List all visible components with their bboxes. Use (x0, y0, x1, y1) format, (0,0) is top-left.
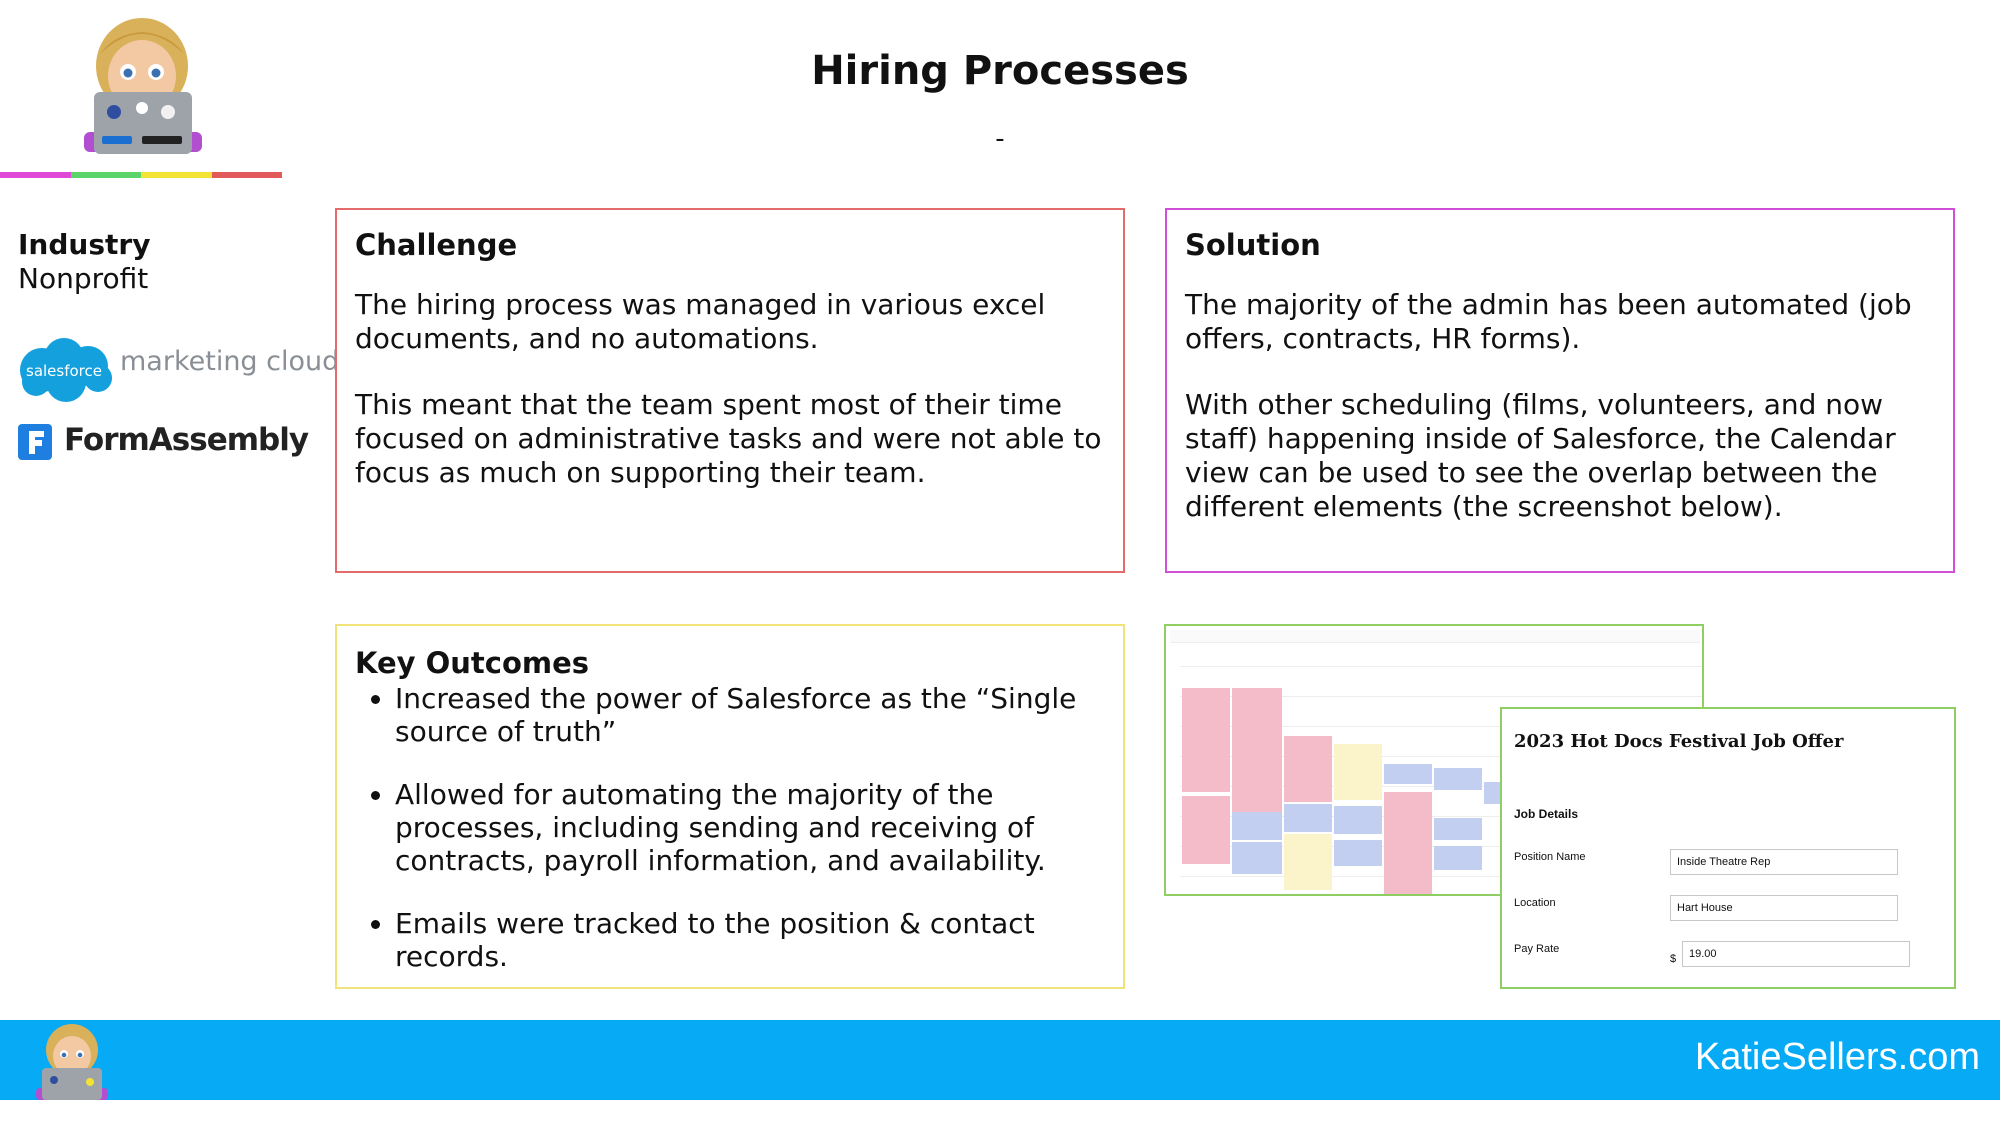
calendar-event (1384, 792, 1432, 896)
calendar-event (1182, 796, 1230, 864)
key-outcomes-list (355, 682, 1105, 973)
calendar-toolbar (1170, 630, 1700, 643)
calendar-event (1232, 842, 1282, 874)
calendar-event (1434, 846, 1482, 870)
industry-label: Industry (18, 228, 151, 261)
marketing-cloud-text: marketing cloud (120, 346, 340, 377)
calendar-event (1334, 744, 1382, 800)
calendar-event (1232, 812, 1282, 840)
calendar-event (1434, 768, 1482, 790)
calendar-event (1284, 804, 1332, 832)
page-title: Hiring Processes (811, 48, 1189, 94)
solution-paragraph-2: With other scheduling (films, volunteers, and now staff) happening inside of Salesforce, the Calendar view can be used to see the overlap between the different elements (the screenshot below). (1185, 388, 1896, 523)
calendar-event (1284, 736, 1332, 802)
job-offer-title: 2023 Hot Docs Festival Job Offer (1514, 731, 1844, 752)
calendar-event (1284, 834, 1332, 890)
job-details-heading: Job Details (1514, 807, 1579, 821)
footer-site-link[interactable]: KatieSellers.com (1694, 1036, 1980, 1078)
position-name-field: Inside Theatre Rep (1670, 849, 1898, 875)
pay-rate-currency: $ (1670, 953, 1677, 965)
calendar-event (1232, 688, 1282, 812)
calendar-event (1434, 818, 1482, 840)
challenge-paragraph-2: This meant that the team spent most of their time focused on administrative tasks and were not able to focus as much on supporting their team. (355, 388, 1102, 489)
rainbow-divider (0, 172, 282, 178)
position-name-label: Position Name (1514, 851, 1586, 863)
industry-value: Nonprofit (18, 262, 149, 295)
solution-title: Solution (1185, 228, 1321, 262)
location-label: Location (1514, 897, 1556, 909)
list-item: • Emails were tracked to the position & contact records. (395, 907, 1105, 973)
location-field: Hart House (1670, 895, 1898, 921)
calendar-event (1182, 688, 1230, 792)
challenge-title: Challenge (355, 228, 518, 262)
formassembly-logo-text: FormAssembly (64, 422, 309, 458)
calendar-event (1384, 764, 1432, 784)
list-item: • Allowed for automating the majority of the processes, including sending and receiving of contracts, payroll information, and availability. (395, 778, 1105, 877)
challenge-paragraph-1: The hiring process was managed in various excel documents, and no automations. (355, 288, 1046, 355)
calendar-event (1334, 806, 1382, 834)
pay-rate-label: Pay Rate (1514, 943, 1560, 955)
calendar-event (1334, 840, 1382, 866)
page-subtitle: - (995, 124, 1005, 154)
key-outcomes-card (335, 624, 1125, 989)
solution-card (1165, 208, 1955, 573)
footer-avatar (34, 1020, 114, 1100)
formassembly-icon (18, 424, 52, 460)
job-offer-screenshot (1500, 707, 1956, 989)
pay-rate-field: 19.00 (1682, 941, 1910, 967)
salesforce-logo (12, 332, 116, 404)
challenge-card (335, 208, 1125, 573)
solution-paragraph-1: The majority of the admin has been automated (job offers, contracts, HR forms). (1185, 288, 1912, 355)
key-outcomes-title: Key Outcomes (355, 646, 590, 680)
salesforce-logo-text: salesforce (26, 362, 102, 380)
list-item: • Increased the power of Salesforce as the “Single source of truth” (395, 682, 1105, 748)
